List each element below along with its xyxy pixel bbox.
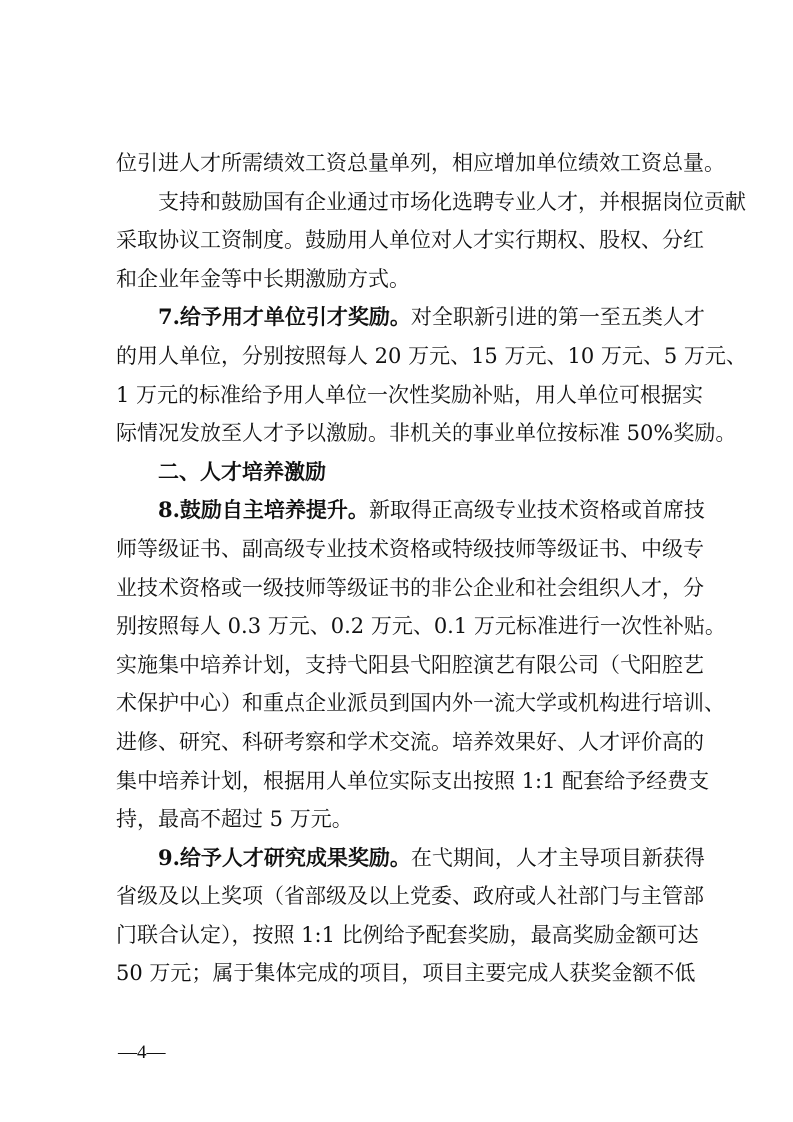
clause-9-text: 在弋期间，人才主导项目新获得	[410, 845, 705, 870]
paragraph-line: 进修、研究、科研考察和学术交流。培养效果好、人才评价高的	[116, 729, 704, 754]
clause-9-line	[116, 839, 705, 878]
clause-7-title: 7.给予用才单位引才奖励。	[158, 304, 411, 330]
paragraph-line: 省级及以上奖项（省部级及以上党委、政府或人社部门与主管部	[116, 884, 704, 909]
paragraph-line: 际情况发放至人才予以激励。非机关的事业单位按标准 50%奖励。	[116, 421, 737, 446]
clause-7-text: 对全职新引进的第一至五类人才	[410, 305, 705, 330]
clause-8-text: 新取得正高级专业技术资格或首席技	[368, 498, 705, 523]
paragraph-line: 的用人单位，分别按照每人 20 万元、15 万元、10 万元、5 万元、	[116, 343, 747, 368]
clause-8-line	[116, 491, 705, 530]
document-body	[116, 144, 747, 993]
clause-9-title: 9.给予人才研究成果奖励。	[158, 844, 411, 870]
paragraph-line: 集中培养计划，根据用人单位实际支出按照 1:1 配套给予经费支	[116, 768, 710, 793]
paragraph-line: 采取协议工资制度。鼓励用人单位对人才实行期权、股权、分红	[116, 228, 704, 253]
paragraph-line: 位引进人才所需绩效工资总量单列，相应增加单位绩效工资总量。	[116, 151, 725, 175]
paragraph-line: 和企业年金等中长期激励方式。	[116, 266, 410, 291]
clause-7-line	[116, 298, 705, 337]
paragraph-line: 持，最高不超过 5 万元。	[116, 807, 353, 832]
section-heading: 二、人才培养激励	[158, 459, 326, 484]
paragraph-line: 业技术资格或一级技师等级证书的非公企业和社会组织人才，分	[116, 575, 704, 600]
paragraph-line: 术保护中心）和重点企业派员到国内外一流大学或机构进行培训、	[116, 691, 725, 716]
clause-8-title: 8.鼓励自主培养提升。	[158, 497, 369, 523]
paragraph-line: 实施集中培养计划，支持弋阳县弋阳腔演艺有限公司（弋阳腔艺	[116, 652, 704, 677]
paragraph-line: 1 万元的标准给予用人单位一次性奖励补贴，用人单位可根据实	[116, 382, 704, 407]
paragraph-line: 别按照每人 0.3 万元、0.2 万元、0.1 万元标准进行一次性补贴。	[116, 614, 726, 639]
page-number: —4—	[118, 1042, 166, 1063]
paragraph-line: 50 万元；属于集体完成的项目，项目主要完成人获奖金额不低	[116, 961, 696, 986]
paragraph-line: 师等级证书、副高级专业技术资格或特级技师等级证书、中级专	[116, 536, 704, 561]
paragraph-line: 支持和鼓励国有企业通过市场化选聘专业人才，并根据岗位贡献	[158, 189, 746, 214]
paragraph-line: 门联合认定），按照 1:1 比例给予配套奖励，最高奖励金额可达	[116, 922, 699, 947]
